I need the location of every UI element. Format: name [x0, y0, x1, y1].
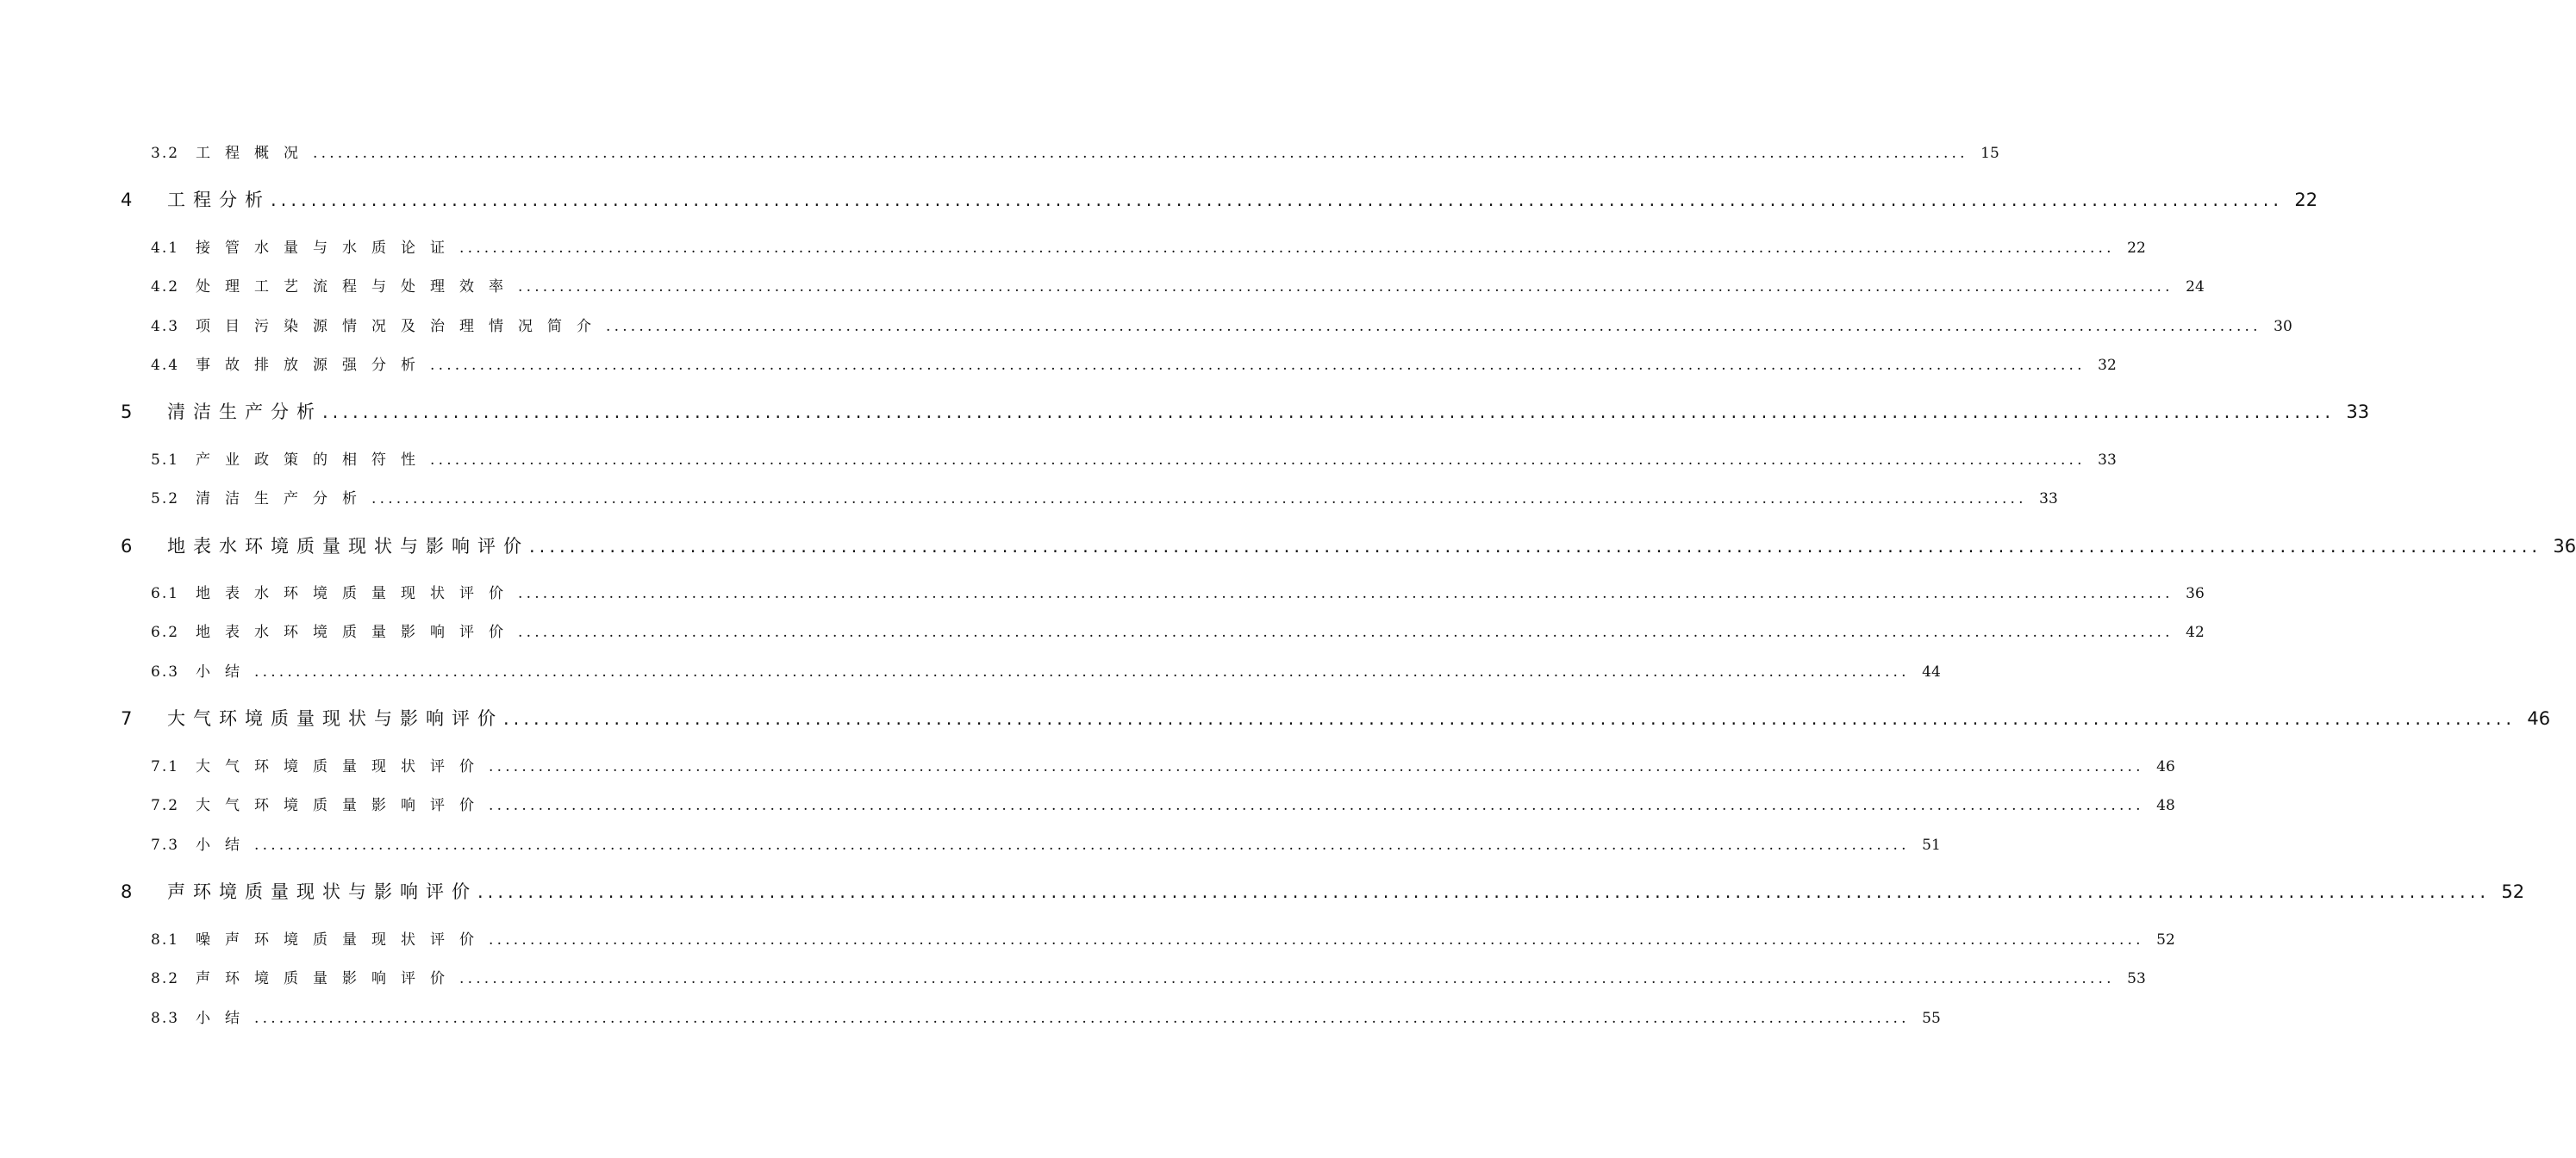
- toc-entry-number: 7: [121, 708, 134, 729]
- toc-entry-number: 8.3: [151, 1010, 180, 1027]
- toc-entry-title: 事故排放源强分析: [196, 357, 430, 374]
- toc-section-entry[interactable]: [151, 486, 2058, 507]
- toc-entry-page-number: 30: [2273, 318, 2292, 335]
- toc-entry-title: 声环境质量现状与影响评价: [167, 881, 477, 902]
- toc-dot-leader: ........................................................................................................................................................................................................: [459, 970, 2115, 987]
- toc-section-entry[interactable]: [151, 274, 2205, 296]
- toc-entry-number: 4.1: [151, 240, 180, 257]
- toc-dot-leader: ........................................................................................................................................................................................................: [606, 318, 2261, 335]
- toc-entry-number: 5.2: [151, 490, 180, 507]
- toc-dot-leader: ........................................................................................................................................................................................................: [489, 758, 2144, 775]
- toc-entry-page-number: 46: [2527, 708, 2551, 729]
- toc-chapter-entry[interactable]: [121, 705, 2551, 731]
- toc-entry-number: 4.2: [151, 278, 180, 296]
- toc-dot-leader: ........................................................................................................................................................................................................: [477, 881, 2491, 902]
- toc-dot-leader: ........................................................................................................................................................................................................: [271, 190, 2284, 210]
- toc-entry-title: 产业政策的相符性: [196, 451, 430, 469]
- toc-entry-title: 小结: [196, 663, 254, 681]
- toc-entry-number: 6.2: [151, 624, 180, 641]
- toc-dot-leader: ........................................................................................................................................................................................................: [322, 402, 2336, 422]
- toc-section-entry[interactable]: [151, 352, 2117, 374]
- toc-dot-leader: ........................................................................................................................................................................................................: [489, 931, 2144, 949]
- toc-entry-title: 清洁生产分析: [167, 402, 322, 422]
- toc-section-entry[interactable]: [151, 927, 2175, 949]
- toc-dot-leader: ........................................................................................................................................................................................................: [518, 278, 2174, 296]
- toc-entry-page-number: 51: [1922, 837, 1941, 854]
- toc-section-entry[interactable]: [151, 793, 2175, 814]
- toc-dot-leader: ........................................................................................................................................................................................................: [430, 357, 2086, 374]
- toc-entry-number: 5.1: [151, 451, 180, 469]
- toc-entry-number: 4.4: [151, 357, 180, 374]
- toc-dot-leader: ........................................................................................................................................................................................................: [254, 1010, 1910, 1027]
- toc-entry-number: 8: [121, 881, 134, 902]
- toc-entry-number: 8.2: [151, 970, 180, 987]
- toc-entry-title: 小结: [196, 837, 254, 854]
- toc-dot-leader: ........................................................................................................................................................................................................: [489, 797, 2144, 814]
- toc-section-entry[interactable]: [151, 659, 1941, 681]
- toc-entry-title: 工程分析: [167, 190, 271, 210]
- toc-entry-title: 清洁生产分析: [196, 490, 371, 507]
- toc-dot-leader: ........................................................................................................................................................................................................: [459, 240, 2115, 257]
- toc-section-entry[interactable]: [151, 235, 2146, 257]
- toc-entry-title: 处理工艺流程与处理效率: [196, 278, 518, 296]
- toc-entry-title: 地表水环境质量现状评价: [196, 585, 518, 602]
- toc-entry-title: 大气环境质量影响评价: [196, 797, 489, 814]
- toc-entry-number: 6.3: [151, 663, 180, 681]
- toc-dot-leader: ........................................................................................................................................................................................................: [371, 490, 2027, 507]
- toc-entry-page-number: 15: [1980, 145, 1999, 162]
- toc-section-entry[interactable]: [151, 619, 2205, 641]
- toc-dot-leader: ........................................................................................................................................................................................................: [529, 536, 2542, 557]
- toc-entry-page-number: 22: [2127, 240, 2146, 257]
- toc-section-entry[interactable]: [151, 447, 2117, 469]
- toc-entry-page-number: 52: [2156, 931, 2175, 949]
- toc-entry-number: 4: [121, 190, 134, 210]
- toc-entry-page-number: 36: [2553, 536, 2576, 557]
- toc-section-entry[interactable]: [151, 832, 1941, 854]
- toc-entry-title: 工程概况: [196, 145, 313, 162]
- toc-entry-page-number: 22: [2294, 190, 2318, 210]
- toc-entry-page-number: 44: [1922, 663, 1941, 681]
- toc-entry-title: 小结: [196, 1010, 254, 1027]
- toc-entry-title: 地表水环境质量影响评价: [196, 624, 518, 641]
- toc-entry-number: 7.2: [151, 797, 180, 814]
- toc-entry-page-number: 36: [2186, 585, 2205, 602]
- toc-section-entry[interactable]: [151, 1005, 1941, 1027]
- toc-dot-leader: ........................................................................................................................................................................................................: [254, 663, 1910, 681]
- toc-dot-leader: ........................................................................................................................................................................................................: [503, 708, 2517, 729]
- toc-dot-leader: ........................................................................................................................................................................................................: [313, 145, 1968, 162]
- toc-entry-page-number: 55: [1922, 1010, 1941, 1027]
- toc-section-entry[interactable]: [151, 140, 1999, 162]
- toc-entry-page-number: 24: [2186, 278, 2205, 296]
- toc-entry-title: 大气环境质量现状与影响评价: [167, 708, 503, 729]
- toc-section-entry[interactable]: [151, 581, 2205, 602]
- toc-dot-leader: ........................................................................................................................................................................................................: [518, 624, 2174, 641]
- toc-entry-title: 大气环境质量现状评价: [196, 758, 489, 775]
- toc-entry-page-number: 52: [2501, 881, 2525, 902]
- toc-entry-number: 8.1: [151, 931, 180, 949]
- toc-chapter-entry[interactable]: [121, 878, 2525, 904]
- toc-entry-page-number: 33: [2039, 490, 2058, 507]
- toc-entry-title: 地表水环境质量现状与影响评价: [167, 536, 529, 557]
- toc-dot-leader: ........................................................................................................................................................................................................: [518, 585, 2174, 602]
- toc-entry-page-number: 33: [2346, 402, 2370, 422]
- toc-entry-number: 5: [121, 402, 134, 422]
- toc-entry-number: 6.1: [151, 585, 180, 602]
- toc-entry-page-number: 42: [2186, 624, 2205, 641]
- toc-section-entry[interactable]: [151, 754, 2175, 775]
- toc-dot-leader: ........................................................................................................................................................................................................: [430, 451, 2086, 469]
- toc-chapter-entry[interactable]: [121, 532, 2576, 558]
- toc-entry-title: 声环境质量影响评价: [196, 970, 459, 987]
- toc-entry-title: 项目污染源情况及治理情况简介: [196, 318, 606, 335]
- toc-entry-page-number: 33: [2098, 451, 2117, 469]
- toc-entry-number: 4.3: [151, 318, 180, 335]
- toc-entry-page-number: 32: [2098, 357, 2117, 374]
- toc-entry-number: 3.2: [151, 145, 180, 162]
- toc-entry-page-number: 46: [2156, 758, 2175, 775]
- toc-chapter-entry[interactable]: [121, 186, 2318, 212]
- toc-entry-number: 7.1: [151, 758, 180, 775]
- toc-entry-page-number: 53: [2127, 970, 2146, 987]
- toc-section-entry[interactable]: [151, 314, 2292, 335]
- toc-section-entry[interactable]: [151, 966, 2146, 987]
- toc-entry-number: 6: [121, 536, 134, 557]
- toc-chapter-entry[interactable]: [121, 398, 2370, 424]
- toc-entry-number: 7.3: [151, 837, 180, 854]
- toc-entry-title: 噪声环境质量现状评价: [196, 931, 489, 949]
- toc-entry-page-number: 48: [2156, 797, 2175, 814]
- toc-entry-title: 接管水量与水质论证: [196, 240, 459, 257]
- toc-dot-leader: ........................................................................................................................................................................................................: [254, 837, 1910, 854]
